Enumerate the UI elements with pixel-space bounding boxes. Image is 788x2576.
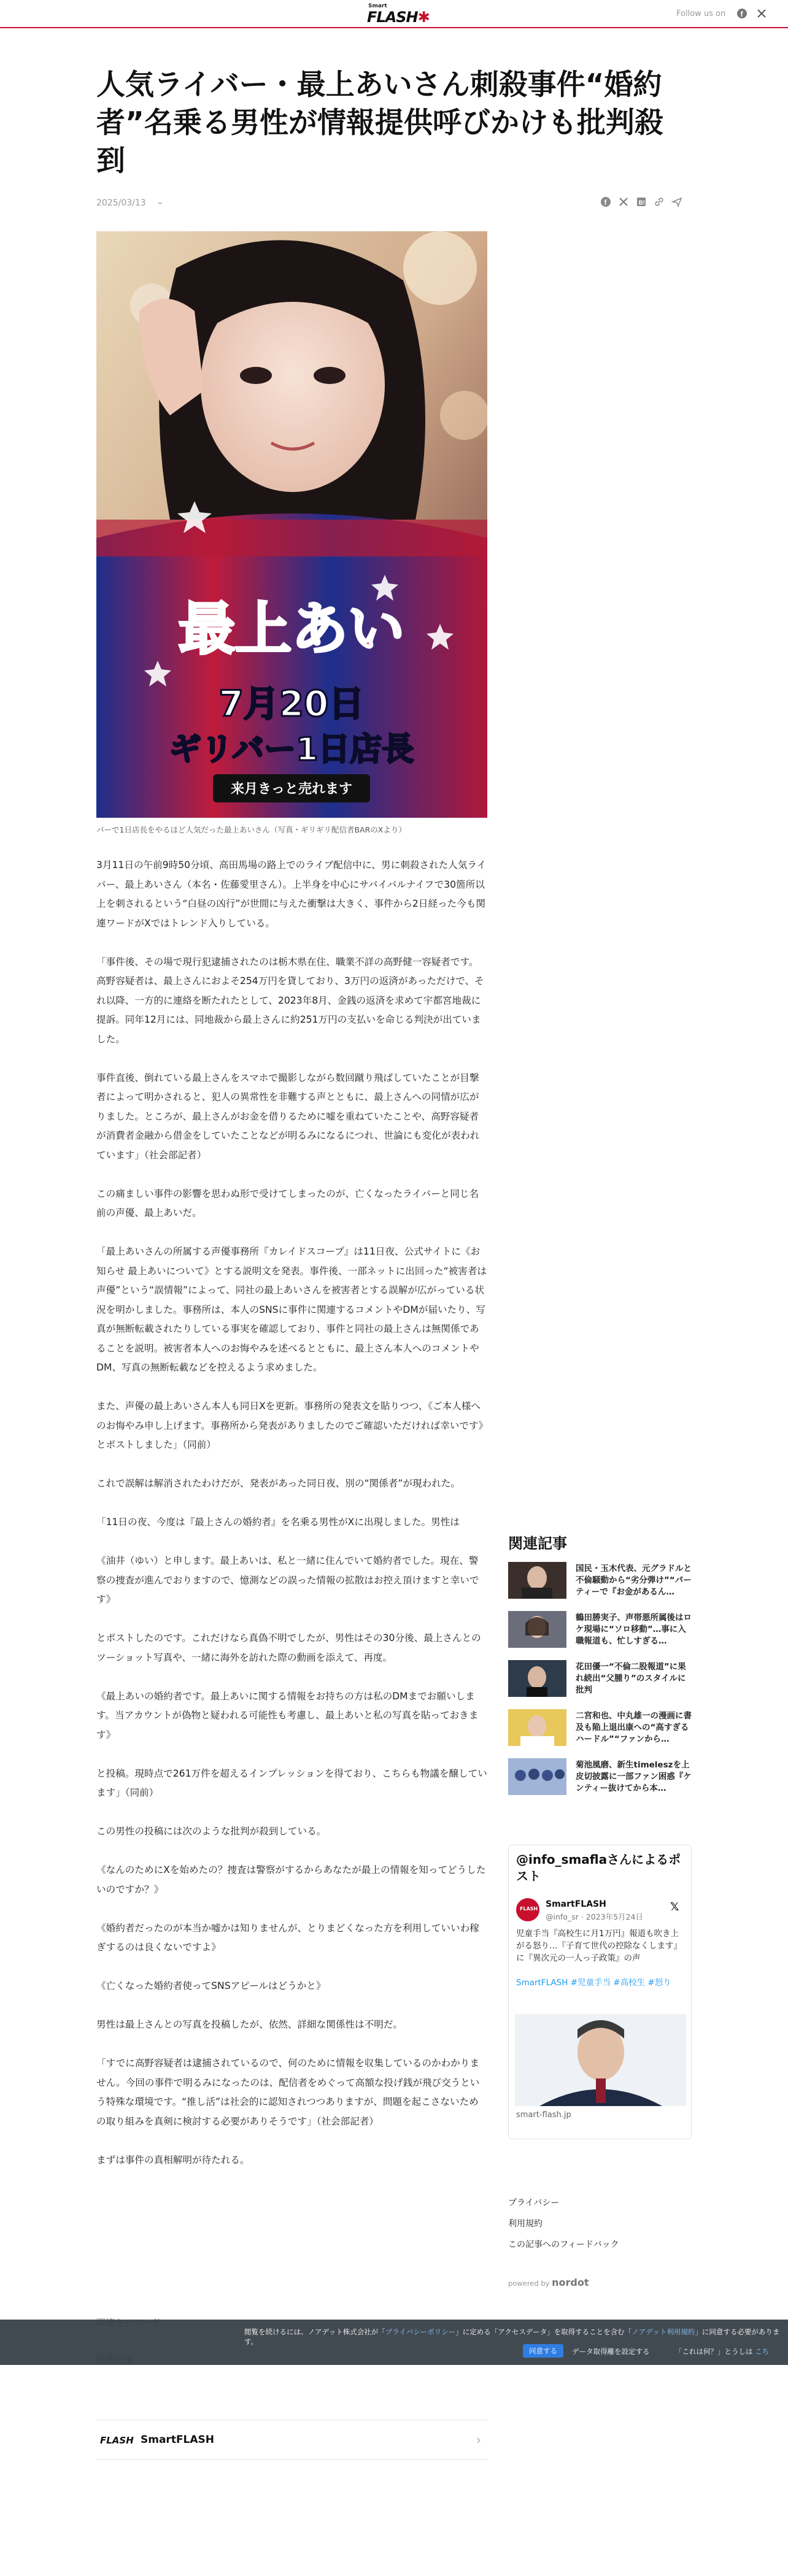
feedback-link[interactable]: この記事へのフィードバック	[508, 2240, 619, 2250]
facebook-icon[interactable]	[736, 8, 747, 19]
tweet-image-graphic	[515, 2014, 686, 2106]
privacy-link[interactable]: プライバシー	[508, 2198, 560, 2208]
svg-text:f: f	[740, 10, 743, 18]
related-title: 花田優一“不倫二股報道”に果れ続出“父腫り”のスタイルに批判	[576, 1662, 686, 1695]
photo-name-text: 最上あい	[178, 596, 405, 662]
tweet-embed[interactable]	[508, 1845, 692, 2139]
chevron-down-icon[interactable]: ⌄	[156, 197, 164, 207]
sidebar-title: 関連記事	[508, 1535, 567, 1552]
related-title: 菊池風磨、新生timeleszを上皮切披露に一部ファン困惑『ケンティー抜けてから本…	[576, 1760, 692, 1793]
svg-text:f: f	[604, 198, 607, 207]
thumbnail-image	[508, 1709, 566, 1746]
hatena-icon[interactable]	[636, 196, 647, 207]
consent-banner	[0, 2320, 788, 2365]
paragraph: 「事件後、その場で現行犯逮捕されたのは栃木県在住、職業不詳の高野健一容疑者です。高野容疑者は、最上さんにおよそ254万円を貸しており、3万円の返済があっただけで、それ以降、一方的に連絡を断たれたとして、2023年8月、金銭の返済を求めて宇都宮地裁に提訴。同年12月には、同地裁から最上さんに約251万円の支払いを命じる判決が出ていました。	[96, 956, 484, 1045]
related-article[interactable]	[508, 1611, 692, 1648]
article-title: 人気ライバー・最上あいさん刺殺事件“婚約者”名乗る男性が情報提供呼びかけも批判殺到	[96, 68, 663, 178]
consent-text-2: 」に定める「アクセスデータ」を取得することを含む「	[455, 2328, 632, 2336]
paragraph: 《婚約者だったのが本当か嘘かは知りませんが、とりまどくなった方を利用していいわ稼ぎするのは良くないですよ》	[96, 1922, 479, 1953]
source-card[interactable]	[96, 2420, 487, 2460]
source-logo: FLASH	[100, 2435, 134, 2446]
paragraph: 「11日の夜、今度は『最上さんの婚約者』を名乗る男性がXに出現しました。男性は	[96, 1517, 460, 1528]
photo-date-text: 7月20日	[218, 683, 365, 725]
related-title: 国民・玉木代表、元グラドルと不倫騒動から“劣分弾け”“パーティーで『お金があるん…	[576, 1564, 692, 1597]
related-article[interactable]	[508, 1709, 692, 1746]
related-thumbnail	[508, 1660, 566, 1697]
tweet-handle: @info_sr · 2023年5月24日	[546, 1912, 643, 1921]
logo-big-word: FLASH	[367, 9, 418, 26]
site-logo[interactable]	[367, 3, 430, 26]
thumbnail-image	[508, 1611, 566, 1648]
privacy-policy-link[interactable]: プライバシーポリシー	[385, 2328, 456, 2336]
photo-image	[96, 231, 487, 818]
chevron-right-icon: ›	[476, 2432, 481, 2447]
powered-by[interactable]	[508, 2277, 589, 2288]
related-thumbnail	[508, 1709, 566, 1746]
consent-text	[0, 2327, 788, 2347]
avatar	[516, 1898, 539, 1921]
paragraph: これで誤解は解消されたわけだが、発表があった同日夜、別の“関係者”が現われた。	[96, 1478, 460, 1489]
related-title: 鶴田勝実子、声帯悪所属後はロケ現場に“ソロ移動”…事に入職報道も、忙しすぎる…	[576, 1613, 692, 1646]
consent-text-3: 」に同意する必要があります。	[244, 2328, 780, 2346]
related-thumbnail	[508, 1758, 566, 1795]
x-icon[interactable]: 𝕏	[670, 1901, 679, 1913]
article-date: 2025/03/13	[96, 198, 146, 208]
article-photo	[96, 231, 487, 818]
paragraph: 《最上あいの婚約者です。最上あいに関する情報をお持ちの方は私のDMまでお願いします。当アカウントが偽物と疑われる可能性も考慮し、最上あいと私の写真を貼っておきます》	[96, 1690, 479, 1740]
logo-small-text: Smart	[368, 3, 387, 9]
agree-button[interactable]: 同意する	[523, 2344, 563, 2358]
paragraph: 事件直後、倒れている最上さんをスマホで撮影しながら数回蹴り飛ばしていたことが目撃者によって明かされると、犯人の異常性を非難する声とともに、最上さんへの同情が広がりました。ところが、最上さんがお金を借りるために嘘を重ねていたことや、高野容疑者が消費者金融から借金をしていたことなどが明るみになるにつれ、世論にも変化が表われています」（社会部記者）	[96, 1072, 480, 1161]
what-label: 「これは何？」とうしは	[675, 2347, 753, 2356]
logo-mark: ✱	[417, 9, 430, 26]
tweet-card[interactable]	[515, 1894, 686, 2139]
related-thumbnail	[508, 1611, 566, 1648]
paragraph: 3月11日の午前9時50分頃、高田馬場の路上でのライブ配信中に、男に刺殺された人気ライバー、最上あいさん（本名・佐藤愛里さん）。上半身を中心にサバイバルナイフで30箇所以上を刺されるという“白昼の凶行”が世間に与えた衝撃は大きく、事件から2日経った今も関連ワードがXではトレンド入りしている。	[96, 859, 487, 929]
terms-of-use-link[interactable]: ノアデット利用規約	[632, 2328, 695, 2336]
source-name: SmartFLASH	[141, 2434, 215, 2446]
related-title: 二宮和也、中丸雄一の漫画に書及も陥上退出康への“高すぎるハードル”“ファンから…	[576, 1711, 692, 1744]
paragraph: とポストしたのです。これだけなら真偽不明でしたが、男性はその30分後、最上さんとのツーショット写真や、一緒に海外を訪れた際の動画を添えて、再度。	[96, 1632, 481, 1663]
terms-link[interactable]: 利用規約	[508, 2219, 543, 2229]
tweet-domain[interactable]: smart-flash.jp	[516, 2110, 571, 2120]
paragraph: この男性の投稿には次のような批判が殺到している。	[96, 1826, 326, 1837]
follow-label: Follow us on	[676, 9, 726, 18]
related-article[interactable]	[508, 1660, 692, 1697]
paragraph: 「すでに高野容疑者は逮捕されているので、何のために情報を収集しているのかわかりません。今回の事件で明るみになったのは、配信者をめぐって高額な投げ銭が飛び交うという特殊な環境です。“推し活”は社会的に認知されつつありますが、問題を起こさないための取り組みを真剣に検討する必要がありそうです」（社会部記者）	[96, 2058, 480, 2127]
paragraph: まずは事件の真相解明が待たれる。	[96, 2154, 250, 2166]
photo-badge-text: 来月きっと売れます	[230, 782, 353, 797]
x-icon[interactable]	[618, 196, 629, 207]
what-is-this[interactable]	[675, 2347, 769, 2356]
logo-big-text	[367, 9, 430, 26]
powered-brand: nordot	[552, 2277, 589, 2288]
thumbnail-image	[508, 1758, 566, 1795]
paragraph: と投稿。現時点で261万件を超えるインプレッションを得ており、こちらも物議を醸しています」（同前）	[96, 1767, 487, 1798]
what-link[interactable]: こち	[755, 2347, 770, 2356]
share-icon[interactable]	[671, 196, 682, 207]
consent-text-1: 閲覧を続けるには、ノアデット株式会社が「	[244, 2328, 385, 2336]
x-icon[interactable]	[756, 8, 767, 19]
related-article[interactable]	[508, 1562, 692, 1599]
paragraph: 「最上あいさんの所属する声優事務所『カレイドスコープ』は11日夜、公式サイトに《お知らせ 最上あいについて》とする説明文を発表。事件後、一部ネットに出回った“被害者は声優”という“誤情報”によって、同社の最上あいさんを被害者とする誤解が広がっている状況を明かしました。事務所は、本人のSNSに事件に関連するコメントやDMが届いたり、写真が無断転載されたりしている事実を確認しており、事件と同社の最上さんは無関係であることを説明。被害者本人へのお悔やみを述べるとともに、最上さん本人へのコメントやDM、写真の無断転載などを控えるよう求めました。	[96, 1246, 487, 1373]
tweet-hashtags[interactable]: SmartFLASH #児童手当 #高校生 #怒り	[516, 1978, 671, 1988]
article-body	[96, 856, 487, 2190]
manage-data-link[interactable]: データ取得離を設定する	[572, 2347, 650, 2356]
paragraph: 男性は最上さんとの写真を投稿したが、依然、詳細な関係性は不明だ。	[96, 2019, 403, 2030]
paragraph: また、声優の最上あいさん本人も同日Xを更新。事務所の発表文を貼りつつ、《ご本人様へのお悔やみ申し上げます。事務所から発表がありましたのでご確認いただければ幸いです》とポストしました」（同前）	[96, 1401, 484, 1450]
tweet-text	[516, 1928, 682, 1989]
thumbnail-image	[508, 1562, 566, 1599]
avatar-text: FLASH	[520, 1906, 538, 1912]
tweet-embed-title: @info_smaflaさんによるポスト	[516, 1852, 681, 1883]
paragraph: この痛ましい事件の影響を思わぬ形で受けてしまったのが、亡くなったライバーと同じ名前の声優、最上あいだ。	[96, 1188, 479, 1218]
powered-label: powered by	[508, 2279, 550, 2288]
thumbnail-image	[508, 1660, 566, 1697]
site-header	[0, 0, 788, 28]
paragraph: 《なんのためにXを始めたの？捜査は警察がするからあなたが最上の情報を知ってどうしたいのですか？》	[96, 1864, 486, 1895]
tweet-author: SmartFLASH	[546, 1899, 606, 1909]
related-article[interactable]	[508, 1758, 692, 1795]
related-thumbnail	[508, 1562, 566, 1599]
tweet-body: 児童手当『高校生に月1万円』報道も吹き上がる怒り…『子育て世代の控除なくします』に『異次元の一人っ子政策』の声	[516, 1929, 682, 1963]
svg-text:B!: B!	[638, 199, 646, 207]
facebook-icon[interactable]	[600, 196, 611, 207]
paragraph: 《油井（ゆい）と申します。最上あいは、私と一緒に住んでいて婚約者でした。現在、警察の捜査が進んでおりますので、憶測などの誤った情報の拡散はお控え頂けますと幸いです》	[96, 1555, 479, 1605]
photo-caption: バーで1日店長をやるほど人気だった最上あいさん（写真・ギリギリ配信者BARのXより）	[96, 825, 406, 834]
photo-event-text: ギリバー1日店長	[169, 731, 414, 768]
tweet-image[interactable]	[515, 2014, 686, 2106]
paragraph: 《亡くなった婚約者使ってSNSアピールはどうかと》	[96, 1980, 326, 1991]
link-icon[interactable]	[654, 196, 665, 207]
